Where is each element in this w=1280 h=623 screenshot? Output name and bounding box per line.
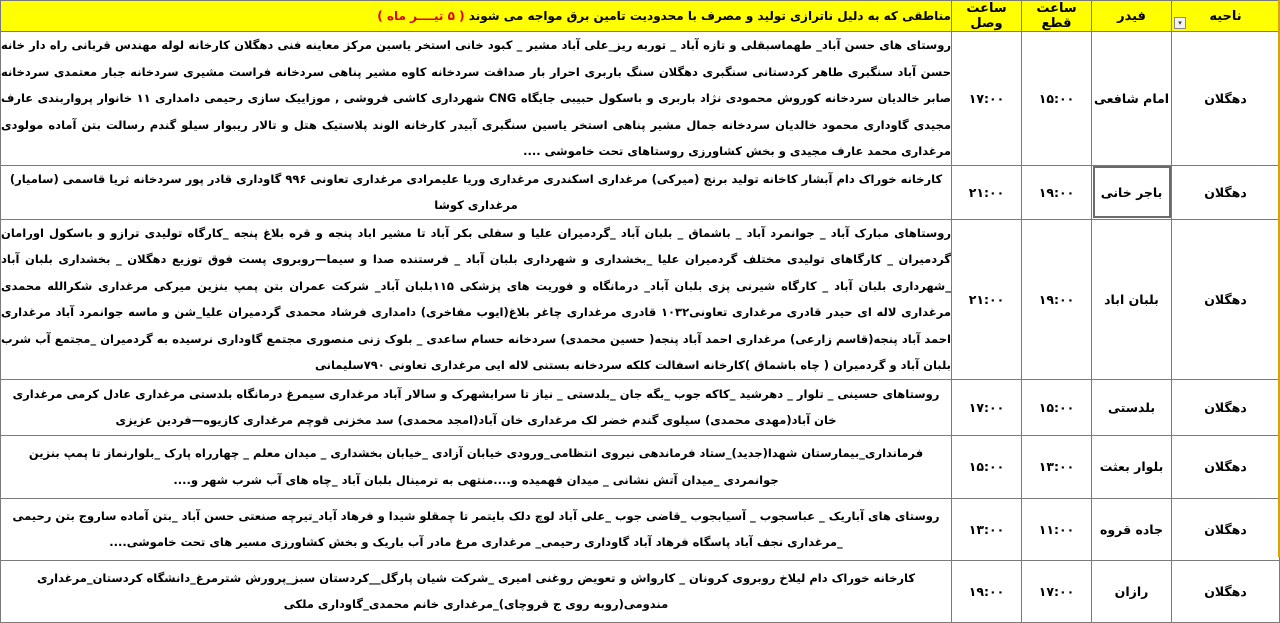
cell-cut-time[interactable]: ۱۷:۰۰ bbox=[1022, 560, 1092, 622]
cell-connect-time[interactable]: ۱۳:۰۰ bbox=[952, 498, 1022, 560]
table-row bbox=[1, 560, 1280, 622]
cell-feeder[interactable]: بلبان اباد bbox=[1092, 219, 1172, 379]
cell-feeder[interactable]: رازان bbox=[1092, 560, 1172, 622]
cell-feeder[interactable]: امام شافعی bbox=[1092, 32, 1172, 166]
cell-cut-time[interactable]: ۱۱:۰۰ bbox=[1022, 498, 1092, 560]
header-region[interactable]: ناحیه ▾ bbox=[1172, 1, 1280, 32]
table-row bbox=[1, 435, 1280, 498]
cell-connect-time[interactable]: ۱۷:۰۰ bbox=[952, 379, 1022, 435]
cell-connect-time[interactable]: ۱۵:۰۰ bbox=[952, 435, 1022, 498]
cell-feeder[interactable]: بلوار بعثت bbox=[1092, 435, 1172, 498]
cell-connect-time[interactable]: ۲۱:۰۰ bbox=[952, 219, 1022, 379]
cell-cut-time[interactable]: ۱۵:۰۰ bbox=[1022, 379, 1092, 435]
cell-feeder-selected[interactable]: باجر خانی bbox=[1092, 165, 1172, 219]
cell-region[interactable]: دهگلان bbox=[1172, 165, 1280, 219]
header-title[interactable] bbox=[1, 1, 952, 32]
header-cut-time[interactable]: ساعت قطع bbox=[1022, 1, 1092, 32]
header-connect-time[interactable]: ساعت وصل bbox=[952, 1, 1022, 32]
cell-description[interactable]: فرمانداری_بیمارستان شهدا(جدید)_ستاد فرماندهی نیروی انتظامی_ورودی خیابان آزادی _خیابان بخشداری _ میدان معلم _ چهارراه پارک _بلوارنماز تا پمپ بنزین جوانمردی _میدان آتش نشانی _ میدان فهمیده و....منتهی به ترمینال بلبان آباد _چاه های آب شرب شهر و.... bbox=[1, 435, 952, 498]
title-date: ( ۵ تیــــر ماه ) bbox=[377, 9, 465, 23]
header-row bbox=[1, 1, 1280, 32]
cell-region[interactable]: دهگلان bbox=[1172, 32, 1280, 166]
header-feeder[interactable]: فیدر bbox=[1092, 1, 1172, 32]
cell-cut-time[interactable]: ۱۹:۰۰ bbox=[1022, 219, 1092, 379]
cell-region[interactable]: دهگلان bbox=[1172, 379, 1280, 435]
filter-dropdown-icon[interactable]: ▾ bbox=[1174, 17, 1186, 29]
table-row bbox=[1, 219, 1280, 379]
table-row bbox=[1, 32, 1280, 166]
table-row bbox=[1, 379, 1280, 435]
cell-description[interactable]: کارخانه خوراک دام لیلاخ روبروی کرونان _ کارواش و تعویض روغنی امیری _شرکت شیان پارگل__کردستان سبز_پرورش شترمرغ_دانشگاه کردستان_مرغداری مندومی(روبه روی ج قروچای)_مرغداری خانم محمدی_گاوداری ملکی bbox=[1, 560, 952, 622]
cell-description[interactable]: روستاهای مبارک آباد _ جوانمرد آباد _ باشماق _ بلبان آباد _گردمیران علیا و سفلی بکر آباد تا مشیر اباد پنجه و قره بلاغ پنجه _کارگاه تولیدی ترازو و باسکول اورامان گردمیران _ کارگاهای تولیدی مختلف گردمیران علیا _بخشداری و شهرداری بلبان آباد _ فرستنده صدا و سیما—روبروی پست فوق توزیع دهگلان _ بخشداری بلبان آباد _شهرداری بلبان آباد _ کارگاه شیرنی پزی بلبان آباد_ درمانگاه و فوریت های پزشکی ۱۱۵بلبان آباد_ شرکت عمران بتن پمپ بنزین میرکی مرغداری شکرالله محمدی مرغداری لاله ای حیدر قادری مرغداری تعاونی۱۰۳۲ قادری مرغداری چاغر بلاغ(ایوب مفاخری) دامداری فرشاد محمدی گردمیران علیا_شن و ماسه جوانمرد آباد مرغداری احمد آباد پنجه(قاسم زارعی) مرغداری احمد آباد پنجه( حسین محمدی) سردخانه حسام ساعدی _ بلوک زنی منصوری مجتمع گاوداری نرسیده به گردمیران _مجتمع آب شرب بلبان آباد و گردمیران ( چاه باشماق )کارخانه اسفالت کلکه سردخانه بستنی لاله ایی مرغداری تعاونی ۷۹۰سلیمانی bbox=[1, 219, 952, 379]
cell-description[interactable]: روستاهای حسینی _ تلوار _ دهرشید _کاکه جوب _بگه جان _بلدستی _ نیاز تا سرابشهرک و سالار آباد مرغداری سیمرغ درمانگاه بلدستی مرغداری عادل کرمی مرغداری خان آباد(مهدی محمدی) سیلوی گندم خضر لک مرغداری خان آباد(امجد محمدی) سد مخزنی قوچم مرغداری کازیوه—فردین عزیزی bbox=[1, 379, 952, 435]
cell-region[interactable]: دهگلان bbox=[1172, 219, 1280, 379]
cell-region[interactable]: دهگلان bbox=[1172, 560, 1280, 622]
table-row bbox=[1, 165, 1280, 219]
cell-cut-time[interactable]: ۱۳:۰۰ bbox=[1022, 435, 1092, 498]
cell-description[interactable]: روستای های حسن آباد_ طهماسبقلی و تازه آباد _ توربه ریز_علی آباد مشیر _ کبود خانی استخر یاسین مرکز معاینه فنی دهگلان کارخانه لوله مهندس قربانی راه دار خانه حسن آباد سنگبری طاهر کردستانی سنگبری دهگلان سنگ باربری احرار بار صداقت سردخانه کاوه مشیر پناهی سردخانه فراست مشیری سردخانه جبار معتمدی سردخانه صابر خالدیان سردخانه کوروش محمودی نژاد باربری و باسکول حبیبی جایگاه CNG شهرداری کاشی فروشی , موزاییک سازی رحیمی دامداری ۱۱ خانوار پرواربندی عارف مجیدی گاوداری محمود خالدیان سردخانه جمال مشیر پناهی استخر یاسین سنگبری آبیدر کارخانه الوند پلاستیک هتل و تالار ریبوار سیلو گندم رسالت بتن آماده مولودی مرغداری محمد عارف مجیدی و بخش کشاورزی روستاهای تحت خاموشی .... bbox=[1, 32, 952, 166]
cell-connect-time[interactable]: ۱۹:۰۰ bbox=[952, 560, 1022, 622]
cell-connect-time[interactable]: ۱۷:۰۰ bbox=[952, 32, 1022, 166]
cell-description[interactable]: کارخانه خوراک دام آبشار کاخانه تولید برنج (میرکی) مرغداری اسکندری مرغداری وریا علیمرادی مرغداری تعاونی ۹۹۶ گاوداری قادر پور سردخانه ثریا قاسمی (سامیار) مرغداری کوشا bbox=[1, 165, 952, 219]
cell-region[interactable]: دهگلان bbox=[1172, 435, 1280, 498]
table-row bbox=[1, 498, 1280, 560]
cell-feeder[interactable]: جاده قروه bbox=[1092, 498, 1172, 560]
cell-region[interactable]: دهگلان bbox=[1172, 498, 1280, 560]
cell-cut-time[interactable]: ۱۹:۰۰ bbox=[1022, 165, 1092, 219]
cell-connect-time[interactable]: ۲۱:۰۰ bbox=[952, 165, 1022, 219]
title-text: مناطقی که به دلیل ناترازی تولید و مصرف با محدودیت تامین برق مواجه می شوند bbox=[468, 9, 951, 23]
cell-feeder[interactable]: بلدستی bbox=[1092, 379, 1172, 435]
cell-description[interactable]: روستای های آباریک _ عباسجوب _ آسیابجوب _قاضی جوب _علی آباد لوچ دلک بایتمر تا چمقلو شیدا و فرهاد آباد_تیرچه صنعتی حسن آباد _بتن آماده ساروج بتن رحیمی _مرغداری نجف آباد پاسگاه فرهاد آباد گاوداری رحیمی_ مرغداری مرغ مادر آب باریک و بخش کشاورزی مسیر های تحت خاموشی.... bbox=[1, 498, 952, 560]
cell-cut-time[interactable]: ۱۵:۰۰ bbox=[1022, 32, 1092, 166]
